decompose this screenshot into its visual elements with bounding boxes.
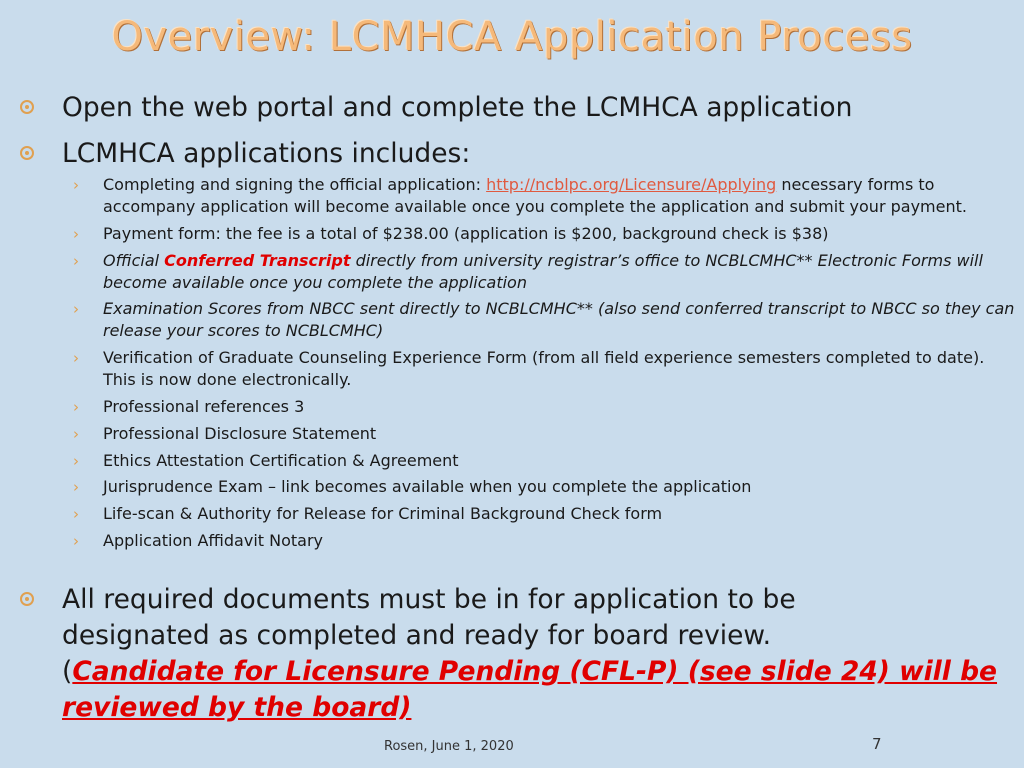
list-item <box>73 223 1018 245</box>
list-item <box>73 396 1018 418</box>
chevron-right-icon: › <box>73 224 79 243</box>
list-item <box>73 503 1018 525</box>
chevron-right-icon: › <box>73 251 79 270</box>
bullet-text: LCMHCA applications includes: <box>62 138 471 169</box>
item-text: Official <box>103 250 165 270</box>
bullet-required-documents <box>62 582 1002 726</box>
item-text: necessary forms to accompany application will become available once you complete the application and submit your payment. <box>103 175 967 216</box>
list-item <box>73 423 1018 445</box>
list-item <box>73 450 1018 472</box>
circle-bullet-icon <box>20 592 34 606</box>
item-text: Verification of Graduate Counseling Experience Form (from all field experience semesters completed to date). This is now done electronically. <box>103 348 985 390</box>
chevron-right-icon: › <box>73 531 79 550</box>
item-text: Professional Disclosure Statement <box>103 423 377 443</box>
item-text: Life-scan & Authority for Release for Criminal Background Check form <box>103 504 663 524</box>
item-text: Payment form: the fee is a total of $238.00 (application is $200, background check is $38) <box>103 223 829 243</box>
list-item <box>73 174 1018 218</box>
page-number: 7 <box>872 735 882 753</box>
item-text: Application Affidavit Notary <box>103 530 324 550</box>
chevron-right-icon: › <box>73 451 79 470</box>
chevron-right-icon: › <box>73 176 79 194</box>
bullet-text-line: designated as completed and ready for board review. <box>62 620 772 651</box>
list-item <box>73 347 1018 391</box>
applying-link[interactable]: http://ncblpc.org/Licensure/Applying <box>486 175 777 194</box>
chevron-right-icon: › <box>73 397 79 416</box>
list-item <box>73 250 1018 294</box>
chevron-right-icon: › <box>73 478 79 497</box>
footer-author-date: Rosen, June 1, 2020 <box>384 739 514 754</box>
chevron-right-icon: › <box>73 349 79 368</box>
bullet-text: Open the web portal and complete the LCMHCA application <box>62 92 853 123</box>
slide-title: Overview: LCMHCA Application Process <box>111 14 913 60</box>
list-item <box>73 298 1018 342</box>
cfl-p-note-cont: reviewed by the board) <box>62 692 412 723</box>
item-text: directly from university registrar’s office to NCBLCMHC** Electronic Forms will become available once you complete the application <box>103 250 983 292</box>
list-item <box>73 476 1018 498</box>
item-text: Professional references 3 <box>103 396 305 416</box>
bullet-open-portal <box>62 90 852 126</box>
list-item <box>73 530 1018 552</box>
bullet-text-line: All required documents must be in for application to be <box>62 584 796 615</box>
chevron-right-icon: › <box>73 505 79 524</box>
chevron-right-icon: › <box>73 424 79 443</box>
circle-bullet-icon <box>20 100 34 114</box>
bullet-applications-includes <box>62 136 470 172</box>
item-text: Jurisprudence Exam – link becomes available when you complete the application <box>103 477 752 497</box>
circle-bullet-icon <box>20 146 34 160</box>
item-text: Completing and signing the official application: <box>103 175 487 194</box>
item-text: Examination Scores from NBCC sent directly to NCBLCMHC** (also send conferred transcript to NBCC so they can release your scores to NCBLCMHC) <box>103 299 1015 341</box>
sub-bullet-list <box>73 174 1018 557</box>
conferred-transcript-highlight: Conferred Transcript <box>164 250 351 270</box>
paren-open: ( <box>62 656 73 687</box>
item-text: Ethics Attestation Certification & Agreement <box>103 450 459 470</box>
cfl-p-note: Candidate for Licensure Pending (CFL-P) (see slide 24) will be <box>72 656 998 687</box>
chevron-right-icon: › <box>73 300 79 319</box>
